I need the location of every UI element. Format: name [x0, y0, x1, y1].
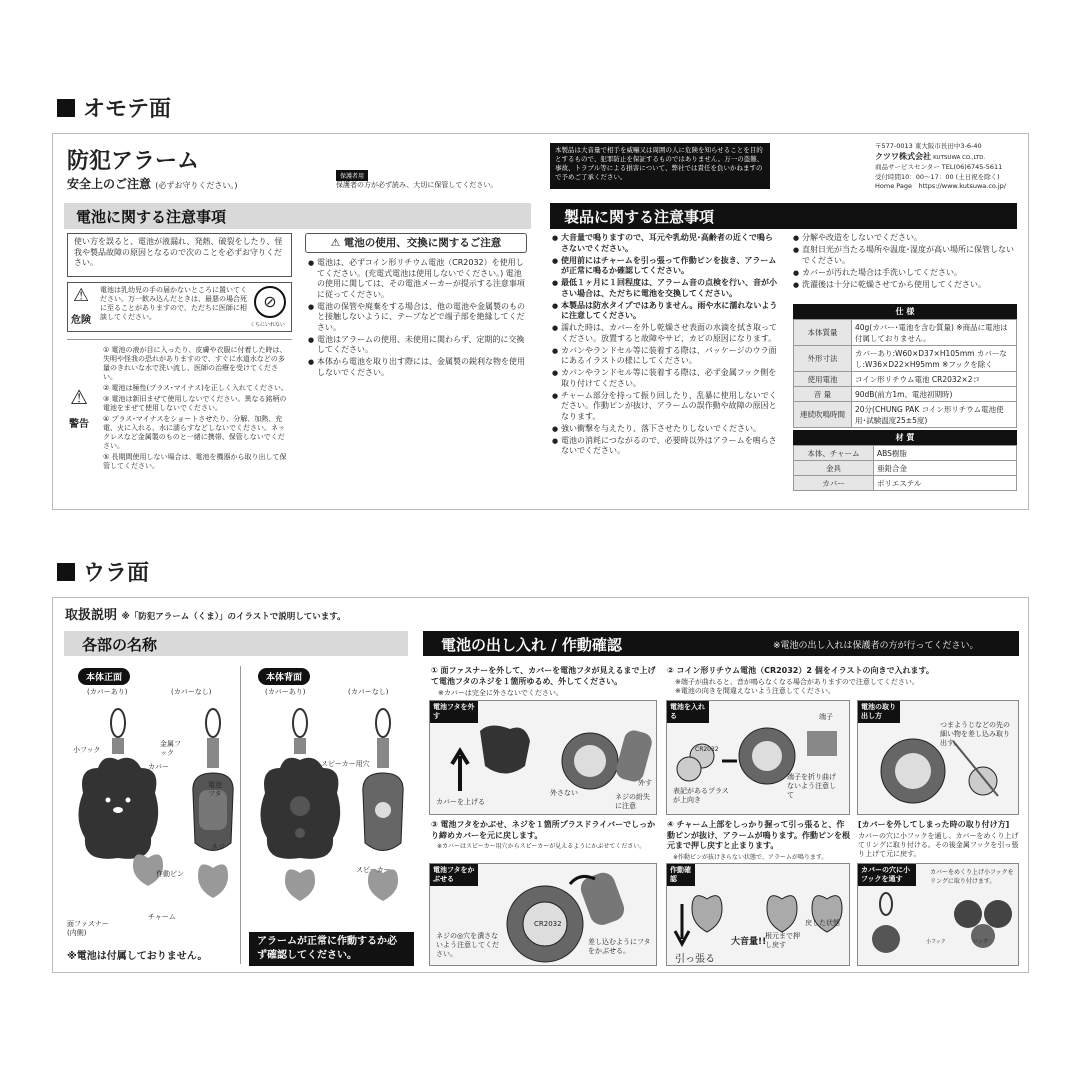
battery-exchange-list — [308, 258, 528, 380]
warning-item-2: ② 電池は極性(プラス･マイナス)を正しく入れてください。 — [103, 384, 288, 392]
material-key: 金具 — [794, 461, 874, 476]
spec-key: 外形寸法 — [794, 346, 852, 372]
product-item-6: ● カバンやランドセル等に装着する際は、パッケージのウラ面にあるイラストの様にしてください。 — [552, 346, 780, 367]
illus-remove: 外す — [638, 779, 652, 787]
no-battery-note: ※電池は付属しておりません。 — [67, 951, 208, 962]
step-1-note: ※カバーは完全に外さないでください。 — [438, 689, 563, 697]
bear-front-with-cover — [78, 709, 163, 886]
exchange-item-1: ● 電池は、必ずコイン形リチウム電池（CR2032）を使用してください。(充電式電池は使用しないでください。) 電池の使用に関しては、その電池メーカーが提示する注意事項に従ってください。 — [308, 258, 528, 300]
spec-value: 40g(カバー･電池を含む質量) ※商品に電池は付属しておりません。 — [852, 320, 1017, 346]
spec-key: 連続吹鳴時間 — [794, 402, 852, 428]
product-title: 防犯アラーム — [67, 149, 200, 174]
material-value: ポリエステル — [874, 476, 1017, 491]
illus-take-out-note: つまようじなどの先の細い物を差し込み取り出す。 — [940, 721, 1010, 747]
square-icon — [57, 99, 75, 117]
illus-remove-lid — [429, 700, 657, 815]
product-caution-list-right — [793, 233, 1021, 292]
manual-title: 取扱説明 — [65, 608, 118, 623]
spec-key: 本体質量 — [794, 320, 852, 346]
bear-back-with-cover — [260, 709, 340, 901]
illus-label-insert: 電池を入れる — [667, 701, 709, 723]
manual-title-line — [65, 604, 346, 623]
spec-header: 仕 様 — [793, 304, 1017, 319]
illus-restored: 戻した状態 — [805, 919, 840, 927]
exchange-item-4: ● 本体から電池を取り出す際には、金属製の鋭利な物を使用しないでください。 — [308, 357, 528, 378]
spec-key: 使用電池 — [794, 372, 852, 387]
warning-item-1: ① 電池の液が目に入ったり、皮膚や衣服に付着した時は、失明や怪我の恐れがありますので、すぐに水道水などの多量のきれいな水で洗い流し、医師の治療を受けてください。 — [103, 346, 287, 381]
illus-lift-cover: カバーを上げる — [436, 798, 485, 806]
label-pin: 作動ピン — [156, 870, 184, 878]
label-screw: ネジ — [211, 843, 225, 851]
disclaimer-notice: 本製品は大音量で相手を威嚇又は周囲の人に危険を知らせることを目的とするもので、犯罪防止を保証するものではありません。万一の盗難、事故、トラブル等による損害について、弊社では責任を負いかねますので予めご了承ください。 — [550, 143, 770, 189]
back-view-tag: 本体背面 — [258, 668, 310, 685]
product-item-7: ● カバンやランドセル等に装着する際は、必ず金属フック側を取り付けてください。 — [552, 368, 780, 389]
step-4: ④ チャーム上部をしっかり握って引っ張ると、作動ピンが抜け、アラームが鳴ります。作動ピンを根元まで押し戻すと止まります。 — [667, 820, 851, 850]
warning-triangle-icon: ⚠ — [70, 385, 88, 409]
danger-text: 電池は乳幼児の手の届かないところに置いてください。万一飲み込んだときは、最悪の場合死に至ることがありますので、ただちに医師に相談してください。 — [100, 286, 247, 321]
label-speaker-hole: スピーカー用穴 — [321, 760, 370, 768]
exchange-item-2: ● 電池の保管や廃棄をする場合は、他の電池や金属製のものと接触しないように、テープなどで端子部を絶縁してください。 — [308, 302, 528, 334]
exchange-item-3: ● 電池はアラームの使用、未使用に関わらず、定期的に交換してください。 — [308, 335, 528, 356]
back-panel — [52, 597, 1029, 973]
product-item-5: ● 濡れた時は、カバーを外し乾燥させ表面の水滴を拭き取ってください。放置すると故障やサビ、カビの原因になります。 — [552, 323, 780, 344]
spec-row — [794, 320, 1017, 346]
product-right-item-4: ● 洗濯後は十分に乾燥させてから使用してください。 — [793, 280, 1021, 291]
material-row — [794, 461, 1017, 476]
illus-ring: リング — [973, 939, 988, 945]
spec-table-wrap — [793, 304, 1017, 491]
safety-subtitle-note: (必ずお守りください。) — [155, 181, 238, 190]
reattach-title: [カバーを外してしまった時の取り付け方] — [858, 820, 1010, 829]
step-1: ① 面ファスナーを外して、カバーを電池フタが見えるまで上げて電池フタのネジを１箇所ゆるめ、外してください。 — [431, 666, 656, 686]
material-key: カバー — [794, 476, 874, 491]
illus-cover-lid — [429, 863, 657, 966]
product-item-3: ● 最低１ヶ月に１回程度は、アラーム音の点検を行い、音が小さい場合は、ただちに電池を交換してください。 — [552, 278, 780, 299]
illus-loud: 大音量!! — [731, 937, 767, 947]
step-2-note-1: ※端子が曲れると、音が鳴らなくなる場合がありますので注意してください。 — [675, 678, 919, 686]
battery-header: 電池の出し入れ / 作動確認 — [423, 631, 1019, 656]
body-front-without-cover — [193, 709, 233, 898]
illus-operate — [666, 863, 850, 966]
product-item-4: ● 本製品は防水タイプではありません。雨や水に濡れないように注意してください。 — [552, 301, 780, 322]
battery-exchange-header — [305, 233, 527, 253]
illus-label-remove-lid: 電池フタを外す — [430, 701, 478, 723]
battery-caution-header: 電池に関する注意事項 — [64, 203, 531, 229]
product-caution-header: 製品に関する注意事項 — [550, 203, 1017, 229]
illus-reattach — [857, 863, 1019, 966]
illus-small-hook: 小フック — [926, 939, 946, 945]
product-item-9: ● 強い衝撃を与えたり、落下させたりしないでください。 — [552, 424, 780, 435]
illus-label-cover-lid: 電池フタをかぶせる — [430, 864, 478, 886]
material-value: ABS樹脂 — [874, 446, 1017, 461]
illus-pull: 引っ張る — [675, 954, 715, 965]
spec-value: コイン形リチウム電池 CR2032×2コ — [852, 372, 1017, 387]
illus-push-back: 根元まで押し戻す — [765, 932, 800, 949]
illus-label-operate: 作動確認 — [667, 864, 695, 886]
spec-value: 20分(CHUNG PAK コイン形リチウム電池使用･試験温度25±5度) — [852, 402, 1017, 428]
illus-flip: カバーをめくり上げ小フックをリングに取り付けます。 — [930, 869, 1014, 885]
front-panel — [52, 133, 1029, 510]
illus-label-pass-hook: カバーの穴に小フックを通す — [858, 864, 916, 886]
illus-plus-up: 表記があるプラスが上向き — [673, 787, 729, 804]
step-2-note-2: ※電池の向きを間違えないよう注意してください。 — [675, 687, 835, 695]
danger-box — [67, 282, 292, 332]
parts-header: 各部の名称 — [64, 631, 408, 656]
back-with-cover: (カバーあり) — [265, 688, 306, 696]
material-header: 材 質 — [793, 430, 1017, 445]
danger-triangle-icon: ⚠ — [73, 285, 90, 306]
battery-header-note: ※電池の出し入れは保護者の方が行ってください。 — [773, 641, 979, 651]
spec-row — [794, 387, 1017, 402]
warning-label: 警告 — [69, 419, 89, 430]
warning-item-5: ⑤ 長期間使用しない場合は、電池を機器から取り出して保管してください。 — [103, 453, 287, 470]
guardian-note: 保護者の方が必ず読み、大切に保管してください。 — [336, 181, 498, 189]
illus-dont-remove: 外さない — [550, 789, 578, 797]
warning-list — [103, 346, 291, 471]
material-row — [794, 446, 1017, 461]
product-item-10: ● 電池の消耗につながるので、必要時以外はアラームを鳴らさないでください。 — [552, 436, 780, 457]
product-right-item-2: ● 直射日光が当たる場所や温度･湿度が高い場所に保管しないでください。 — [793, 245, 1021, 266]
caution-icon: ⚠ — [330, 237, 341, 249]
company-name-en: KUTSUWA CO.,LTD. — [933, 154, 986, 161]
parts-illustration — [63, 698, 413, 933]
label-cover: カバー — [148, 763, 169, 771]
material-row — [794, 476, 1017, 491]
illus-cr2032-a: CR2032 — [695, 746, 719, 753]
illus-insert-battery — [666, 700, 850, 815]
illus-cr2032-b: CR2032 — [534, 920, 562, 928]
company-address: 〒577-0013 東大阪市長田中3-6-40 — [875, 142, 982, 150]
material-table — [793, 445, 1017, 491]
product-right-item-1: ● 分解や改造をしないでください。 — [793, 233, 1021, 244]
front-view-tag: 本体正面 — [78, 668, 130, 685]
danger-label: 危険 — [71, 315, 91, 326]
spec-table — [793, 319, 1017, 428]
battery-exchange-title: 電池の使用、交換に関するご注意 — [343, 237, 502, 249]
spec-value: 90dB(前方1m、電池初期時) — [852, 387, 1017, 402]
product-item-2: ● 使用前にはチャームを引っ張って作動ピンを抜き、アラームが正常に鳴るか確認してください。 — [552, 256, 780, 277]
company-homepage: Home Page https://www.kutsuwa.co.jp/ — [875, 182, 1006, 190]
front-section-heading — [57, 92, 171, 123]
step-3: ③ 電池フタをかぶせ、ネジを１箇所プラスドライバーでしっかり締めカバーを元に戻します。 — [431, 820, 656, 840]
label-speaker: スピーカー — [356, 866, 391, 874]
spec-row — [794, 372, 1017, 387]
step-3-note: ※カバーはスピーカー用穴からスピーカーが見えるようにかぶせてください。 — [437, 843, 646, 850]
no-mouth-icon: ⊘ — [254, 286, 286, 318]
spec-key: 音 量 — [794, 387, 852, 402]
material-value: 亜鉛合金 — [874, 461, 1017, 476]
company-info — [875, 142, 1025, 192]
product-item-1: ● 大音量で鳴りますので、耳元や乳幼児･高齢者の近くで鳴らさないでください。 — [552, 233, 780, 254]
step-4-note: ※作動ピンが抜けきらない状態で、アラームが鳴ります。 — [673, 854, 828, 861]
company-hours: 受付時間10：00～17：00 (土日祝を除く) — [875, 172, 1000, 181]
no-mouth-label: くちにいれない — [250, 322, 286, 328]
product-item-8: ● チャーム部分を持って振り回したり、乱暴に使用しないでください。作動ピンが抜け、アラームの誤作動や故障の原因となります。 — [552, 391, 780, 423]
illus-hole-note: ネジの◎穴を潰さないよう注意してください。 — [436, 932, 499, 958]
reattach-text: カバーの穴に小フックを通し、カバーをめくり上げてリングに取り付ける。その後金属フックを引っ張り上げて元に戻す。 — [858, 832, 1019, 858]
spec-row — [794, 402, 1017, 428]
back-without-cover: (カバーなし) — [348, 688, 389, 696]
battery-caution-intro: 使い方を誤ると、電池が液漏れ、発熱、破裂をしたり、怪我や製品故障の原因となるので次のことを必ずお守りください。 — [67, 233, 292, 277]
manual-note: ※「防犯アラーム（くま）」のイラストで説明しています。 — [121, 612, 346, 622]
illus-screw-note: ネジの紛失に注意 — [615, 793, 650, 810]
product-caution-list-left — [552, 233, 780, 458]
product-right-item-3: ● カバーが汚れた場合は手洗いしてください。 — [793, 268, 1021, 279]
guardian-tag: 保護者用 — [336, 170, 368, 181]
illus-terminal: 端子 — [819, 713, 833, 721]
illus-take-out — [857, 700, 1019, 815]
illus-terminal-note: 端子を折り曲げないよう注意して — [787, 773, 836, 799]
square-icon — [57, 563, 75, 581]
label-battery-lid: 電池フタ — [208, 781, 222, 798]
spec-row — [794, 346, 1017, 372]
back-section-heading — [57, 556, 149, 587]
warning-area — [67, 339, 292, 499]
label-metal-hook: 金属フック — [160, 740, 181, 757]
alarm-check-note: アラームが正常に作動するか必ず確認してください。 — [249, 932, 414, 966]
front-without-cover: (カバーなし) — [171, 688, 212, 696]
illus-label-take-out: 電池の取り出し方 — [858, 701, 900, 723]
company-name-line — [875, 152, 1025, 164]
safety-subtitle-text: 安全上のご注意 — [67, 177, 152, 191]
spec-value: カバーあり:W60×D37×H105mm カバーなし:W36×D22×H95mm ※フックを除く — [852, 346, 1017, 372]
front-heading-text: オモテ面 — [83, 97, 172, 122]
safety-subtitle — [67, 175, 237, 192]
warning-item-4: ④ プラス･マイナスをショートさせたり、分解、加熱、充電、火に入れる、水に濡らすなどしないでください。ネックレスなど金属製のものと一緒に携帯、保管しないでください。 — [103, 415, 285, 450]
step-2: ② コイン形リチウム電池（CR2032）2 個をイラストの向きで入れます。 — [667, 666, 934, 675]
material-key: 本体、チャーム — [794, 446, 874, 461]
front-with-cover: (カバーあり) — [87, 688, 128, 696]
company-name: クツワ株式会社 — [875, 151, 931, 161]
label-small-hook: 小フック — [73, 746, 101, 754]
label-charm: チャーム — [148, 913, 176, 921]
warning-item-3: ③ 電池は新旧まぜて使用しないでください。異なる銘柄の電池をまぜて使用しないでください。 — [103, 395, 287, 412]
label-zipper: 面ファスナー(内側) — [67, 920, 109, 937]
back-heading-text: ウラ面 — [83, 561, 150, 586]
company-service: 商品サービスセンター TEL(06)6745-5611 — [875, 163, 1003, 171]
illus-insert-note: 差し込むようにフタをかぶせる。 — [588, 938, 651, 955]
